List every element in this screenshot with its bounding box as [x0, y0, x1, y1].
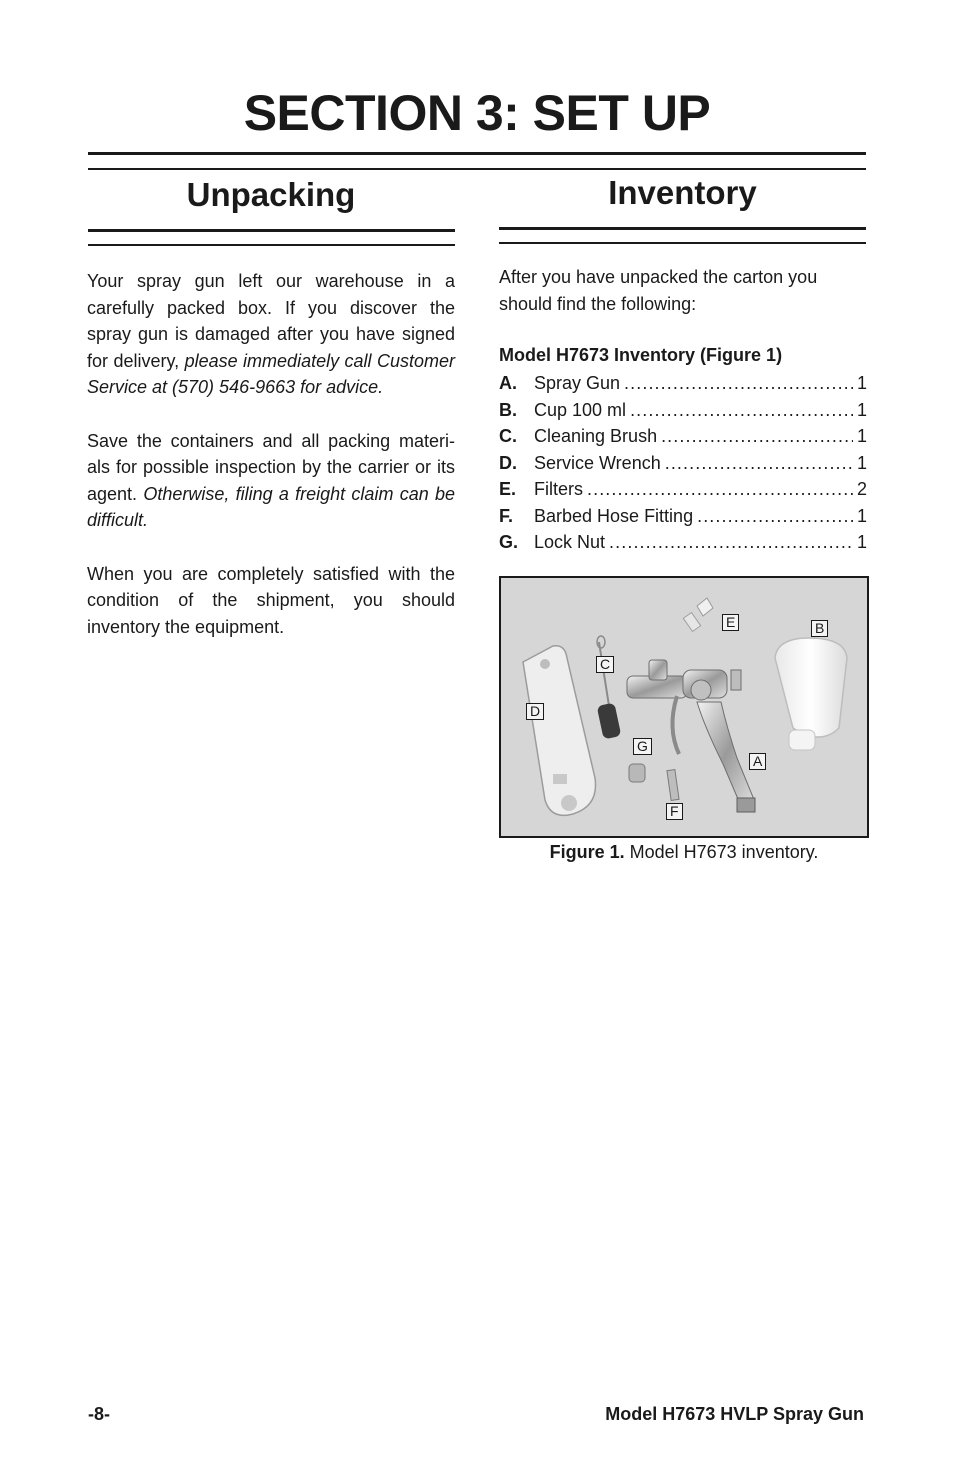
item-name: Cup 100 ml	[534, 399, 627, 420]
unpacking-paragraph-2	[87, 428, 455, 534]
item-name: Spray Gun	[534, 373, 621, 393]
list-item	[499, 397, 867, 424]
figure-caption-label: Figure 1.	[549, 842, 625, 862]
list-item	[499, 450, 867, 477]
callout-c: C	[596, 656, 614, 673]
item-name: Cleaning Brush	[534, 426, 658, 446]
page-number: -8-	[88, 1404, 110, 1424]
callout-f: F	[666, 803, 683, 820]
leader-dots	[587, 476, 853, 503]
item-qty: 1	[856, 505, 867, 526]
callout-a: A	[749, 753, 766, 770]
spray-gun-icon	[627, 660, 755, 812]
leader-dots	[697, 503, 853, 530]
cleaning-brush-icon	[597, 636, 622, 739]
inventory-rule-thick	[499, 227, 866, 230]
unpacking-rule-thick	[88, 229, 455, 232]
title-rule-thick	[88, 152, 866, 155]
item-letter: A.	[499, 373, 517, 393]
unpacking-paragraph-1	[87, 268, 455, 401]
inventory-heading: Inventory	[608, 174, 757, 211]
title-rule-thin	[88, 168, 866, 170]
item-letter: B.	[499, 399, 517, 420]
unpacking-p1-italic: please immediately call Customer Service at (570) 546-9663 for advice.	[87, 350, 455, 397]
section-title: SECTION 3: SET UP	[243, 85, 711, 141]
filter-icon	[683, 598, 713, 631]
item-letter: D.	[499, 452, 517, 473]
leader-dots	[624, 370, 853, 397]
list-item	[499, 370, 867, 397]
item-qty: 1	[856, 452, 867, 473]
item-qty: 1	[856, 373, 867, 393]
item-name: Filters	[534, 479, 583, 499]
list-item	[499, 503, 867, 530]
item-name: Lock Nut	[534, 532, 606, 552]
unpacking-body	[87, 268, 455, 667]
item-letter: F.	[499, 505, 514, 526]
item-letter: E.	[499, 479, 517, 499]
inventory-intro: After you have unpacked the carton you should find the following:	[499, 267, 818, 314]
leader-dots	[661, 423, 853, 450]
inventory-rule-thin	[499, 242, 866, 244]
item-qty: 2	[856, 479, 867, 499]
list-item	[499, 476, 867, 503]
item-qty: 1	[856, 399, 867, 420]
leader-dots	[609, 529, 853, 556]
item-name: Service Wrench	[534, 452, 661, 473]
list-item	[499, 529, 867, 556]
figure-caption	[499, 842, 869, 863]
spray-gun-photo	[501, 578, 867, 836]
service-wrench-icon	[523, 646, 596, 816]
figure-caption-text: Model H7673 inventory.	[624, 842, 819, 862]
unpacking-paragraph-3: When you are completely satisfied with the condition of the shipment, you should inventory the equipment.	[87, 563, 455, 637]
item-letter: G.	[499, 532, 519, 552]
footer-model: Model H7673 HVLP Spray Gun	[605, 1404, 864, 1424]
cup-icon	[775, 638, 847, 750]
item-letter: C.	[499, 426, 517, 446]
unpacking-rule-thin	[88, 244, 455, 246]
leader-dots	[665, 450, 853, 477]
unpacking-p2-text: Save the containers and all packing materi-als for possible inspection by the carrier or its agent.	[87, 430, 455, 504]
unpacking-p1-text: Your spray gun left our warehouse in a carefully packed box. If you discover the spray gun is damaged after you have signed for delivery,	[87, 271, 455, 371]
callout-d: D	[526, 703, 544, 720]
inventory-list-title: Model H7673 Inventory (Figure 1)	[499, 345, 783, 365]
item-qty: 1	[856, 426, 867, 446]
callout-g: G	[633, 738, 652, 755]
item-name: Barbed Hose Fitting	[534, 505, 694, 526]
inventory-list	[499, 370, 867, 556]
callout-b: B	[811, 620, 828, 637]
leader-dots	[630, 397, 853, 424]
hose-fitting-icon	[667, 770, 679, 801]
inventory-figure	[499, 576, 869, 838]
callout-e: E	[722, 614, 739, 631]
lock-nut-icon	[629, 764, 645, 782]
unpacking-p2-italic: Otherwise, filing a freight claim can be difficult.	[87, 483, 456, 530]
unpacking-heading: Unpacking	[186, 176, 356, 213]
item-qty: 1	[856, 532, 867, 552]
list-item	[499, 423, 867, 450]
